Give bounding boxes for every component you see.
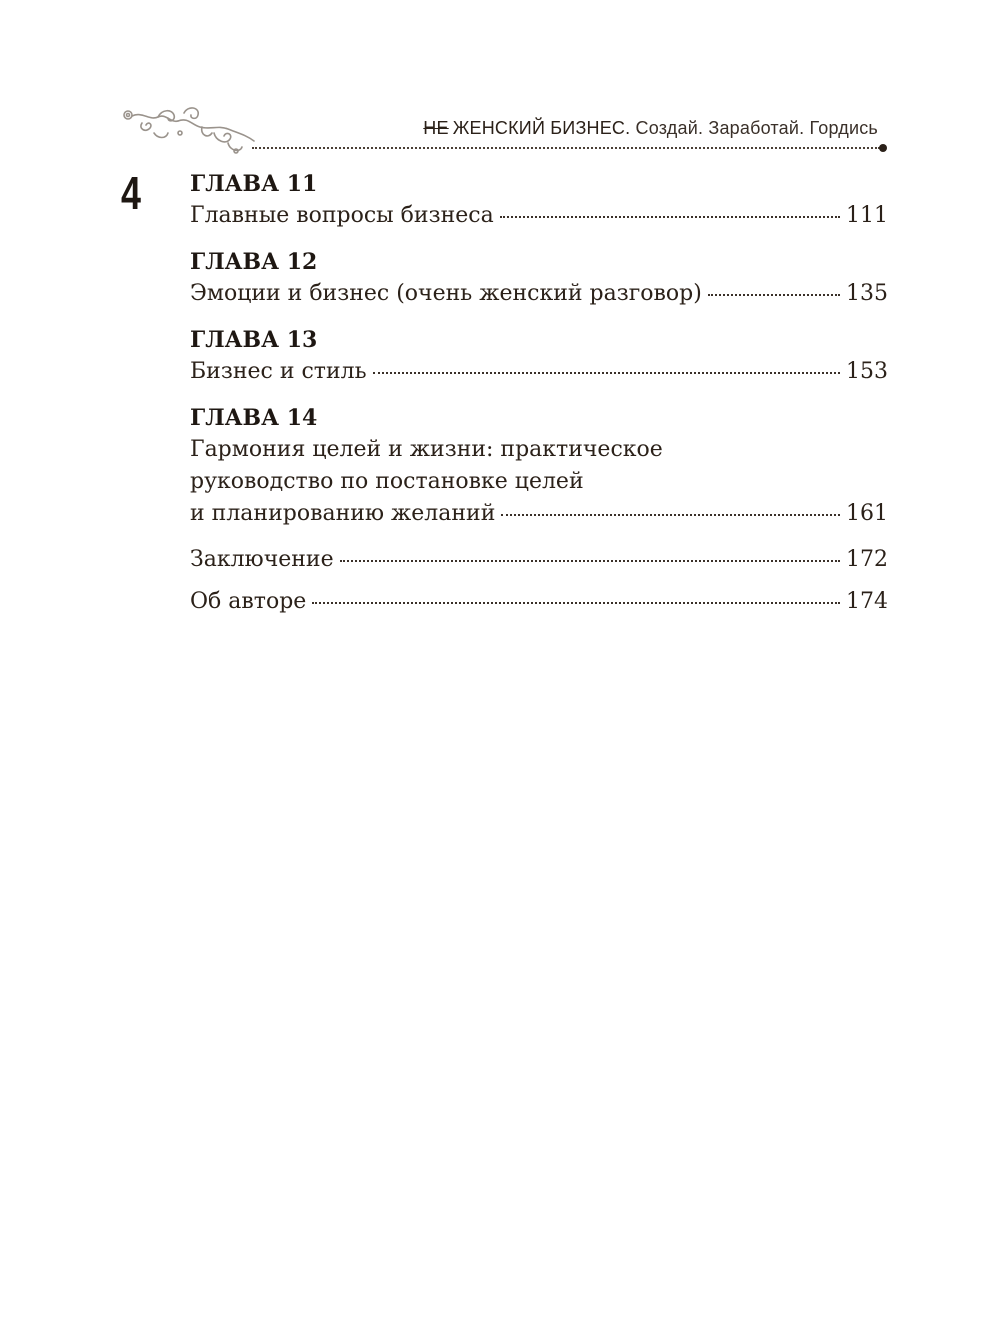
page-ref: 174: [846, 589, 888, 614]
dot-leader: [340, 560, 840, 562]
chapter-label: ГЛАВА 13: [190, 327, 318, 353]
header-rule: [252, 147, 880, 149]
dot-leader: [373, 372, 840, 374]
toc-entry-conclusion: [190, 544, 888, 576]
book-title: ЖЕНСКИЙ БИЗНЕС.: [452, 118, 631, 138]
dot-leader: [312, 602, 840, 604]
table-of-contents: [190, 168, 888, 628]
page-ref: 153: [846, 359, 888, 384]
toc-line: [190, 356, 888, 388]
toc-line: [190, 200, 888, 232]
struck-word: НЕ: [423, 118, 449, 138]
page-ref: 135: [846, 281, 888, 306]
dot-leader: [500, 216, 840, 218]
toc-line: [190, 544, 888, 576]
chapter-title-line: и планированию желаний: [190, 501, 496, 526]
page-ref: 172: [846, 547, 888, 572]
chapter-label: ГЛАВА 14: [190, 405, 318, 431]
toc-entry-chapter-13: [190, 324, 888, 388]
toc-entry-about-author: [190, 586, 888, 618]
page-number: 4: [121, 167, 141, 219]
chapter-title-line: руководство по постановке целей: [190, 469, 584, 494]
section-title: Заключение: [190, 547, 334, 572]
page-ref: 161: [846, 501, 888, 526]
running-head: [423, 118, 878, 139]
toc-entry-chapter-14: [190, 402, 888, 530]
dot-leader: [501, 514, 840, 516]
header-rule-end-dot: [879, 144, 887, 152]
page-ref: 111: [846, 203, 888, 228]
chapter-label: ГЛАВА 12: [190, 249, 318, 275]
book-subtitle: Создай. Заработай. Гордись: [635, 118, 878, 138]
chapter-title: Главные вопросы бизнеса: [190, 203, 494, 228]
chapter-label: ГЛАВА 11: [190, 171, 318, 197]
toc-line: [190, 586, 888, 618]
toc-entry-chapter-12: [190, 246, 888, 310]
toc-line: [190, 498, 888, 530]
chapter-title: Бизнес и стиль: [190, 359, 367, 384]
dot-leader: [708, 294, 840, 296]
section-title: Об авторе: [190, 589, 307, 614]
chapter-title-line: Гармония целей и жизни: практическое: [190, 437, 663, 462]
flourish-ornament-icon: [118, 103, 258, 159]
toc-line: [190, 278, 888, 310]
toc-entry-chapter-11: [190, 168, 888, 232]
chapter-title: Эмоции и бизнес (очень женский разговор): [190, 281, 702, 306]
